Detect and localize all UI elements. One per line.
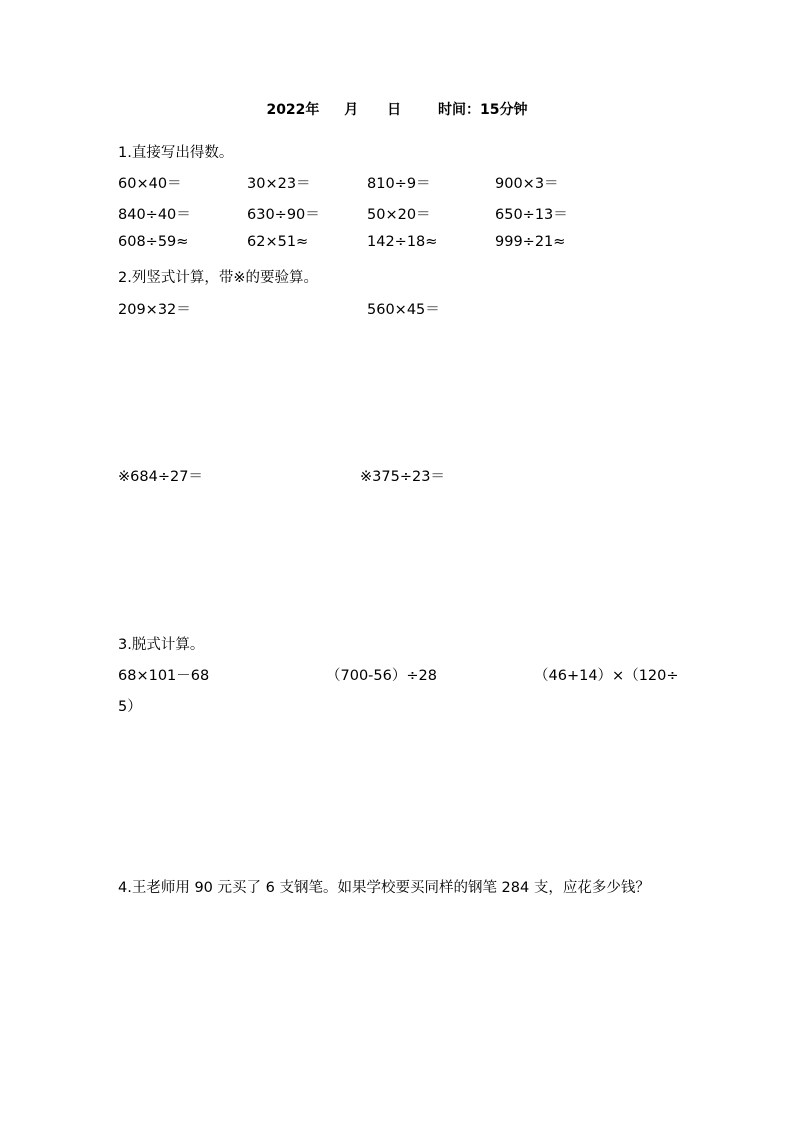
- oral-problem: 60×40＝: [118, 176, 182, 192]
- oral-problem: 840÷40＝: [118, 207, 191, 223]
- oral-problem: 62×51≈: [247, 234, 309, 250]
- worksheet-header: [0, 99, 794, 119]
- oral-problem: 810÷9＝: [367, 176, 431, 192]
- header-year: 2022年: [266, 102, 320, 118]
- oral-problem: 608÷59≈: [118, 234, 189, 250]
- header-month: 月: [344, 102, 359, 118]
- section2-heading: 2.列竖式计算，带※的要验算。: [118, 270, 318, 286]
- oral-problem: 650÷13＝: [495, 207, 568, 223]
- oral-problem: 999÷21≈: [495, 234, 566, 250]
- section1-heading: 1.直接写出得数。: [118, 145, 234, 161]
- oral-problem: 630÷90＝: [247, 207, 320, 223]
- header-day: 日: [387, 102, 402, 118]
- oral-problem: 900×3＝: [495, 176, 559, 192]
- word-problem: 4.王老师用 90 元买了 6 支钢笔。如果学校要买同样的钢笔 284 支，应花多少钱？: [118, 880, 650, 896]
- stepwise-calc-problem: 68×101－68: [118, 668, 210, 684]
- vertical-calc-problem: ※375÷23＝: [360, 469, 445, 485]
- vertical-calc-problem: 560×45＝: [367, 302, 440, 318]
- stepwise-calc-problem: （46+14）×（120÷: [534, 668, 679, 684]
- oral-problem: 50×20＝: [367, 207, 431, 223]
- vertical-calc-problem: 209×32＝: [118, 302, 191, 318]
- stepwise-calc-problem-continued: 5）: [118, 699, 142, 715]
- vertical-calc-problem: ※684÷27＝: [118, 469, 203, 485]
- header-time-limit: 时间：15分钟: [438, 102, 528, 118]
- oral-problem: 142÷18≈: [367, 234, 438, 250]
- stepwise-calc-problem: （700-56）÷28: [326, 668, 437, 684]
- section3-heading: 3.脱式计算。: [118, 637, 205, 653]
- oral-problem: 30×23＝: [247, 176, 311, 192]
